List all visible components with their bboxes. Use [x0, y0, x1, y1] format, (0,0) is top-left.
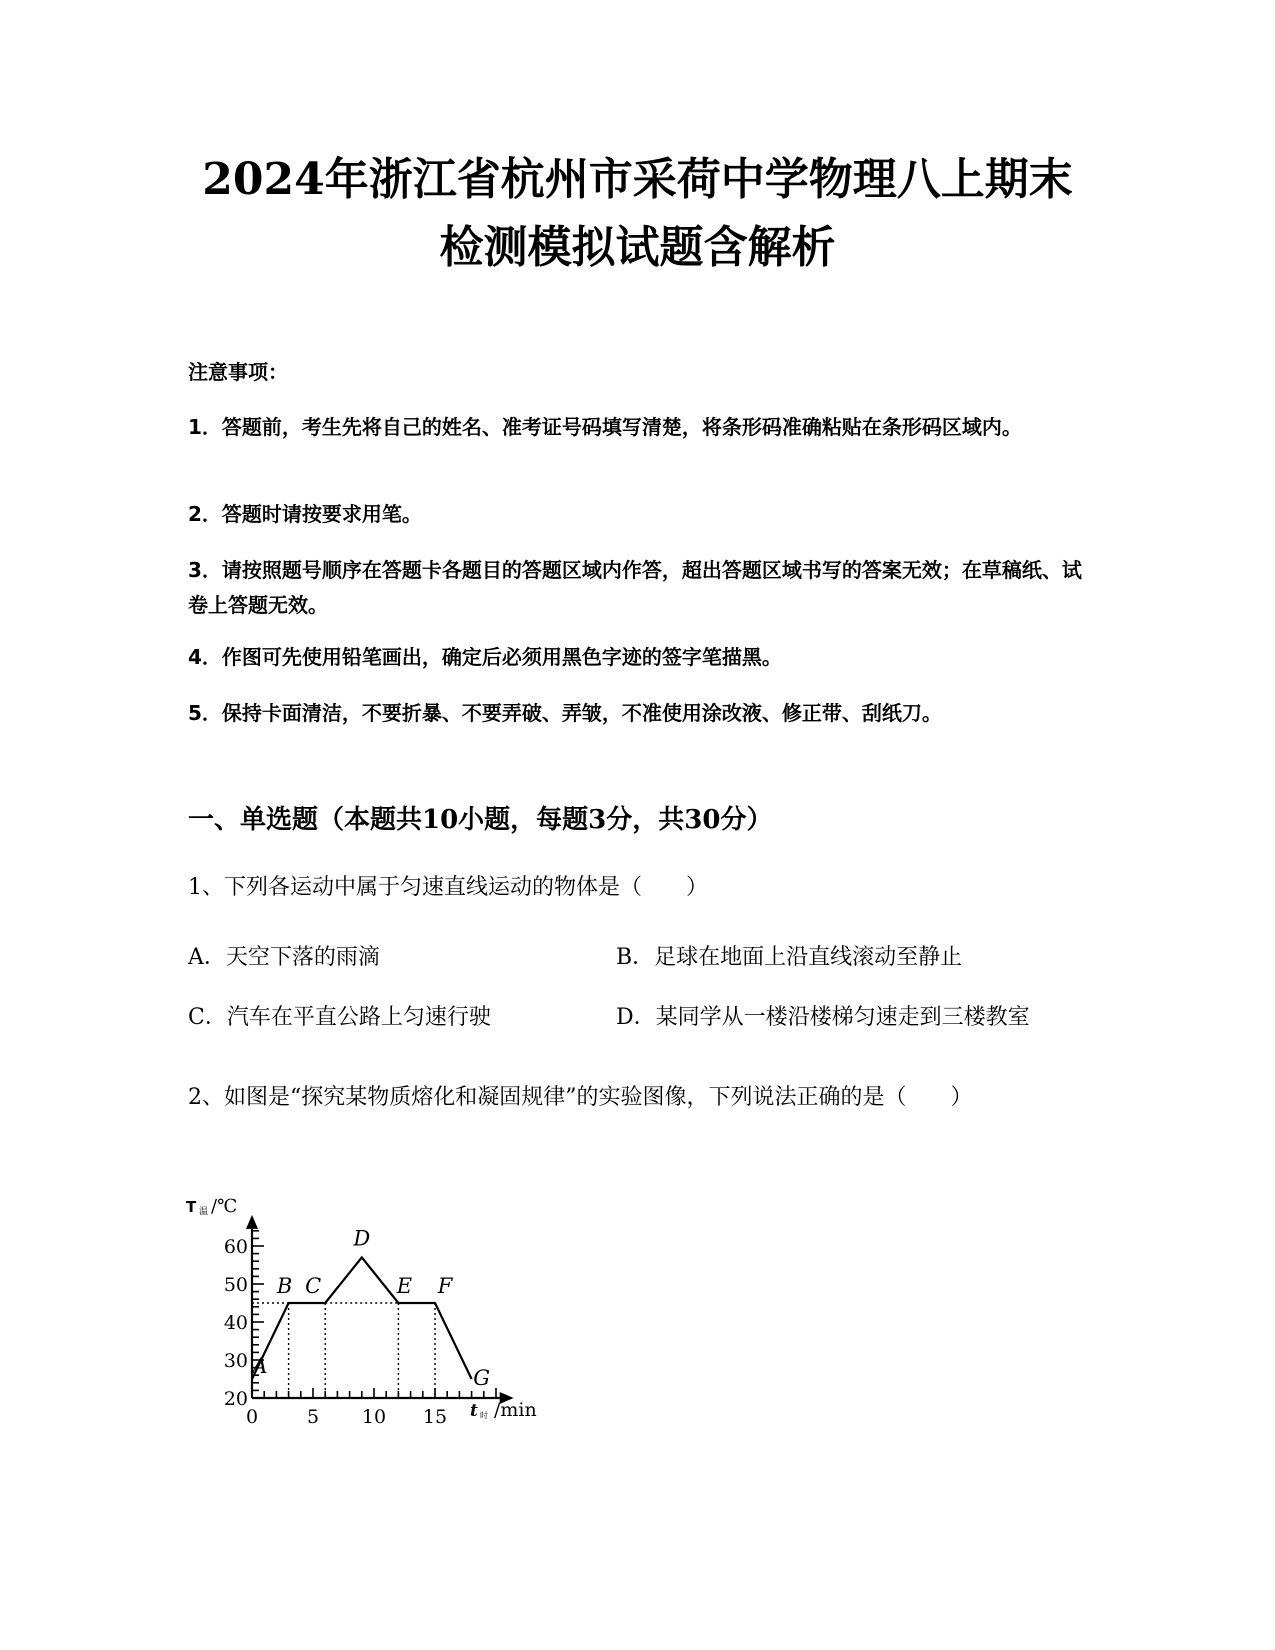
- y-axis-label: [186, 1196, 237, 1217]
- x-axis-label-unit: /min: [494, 1399, 537, 1421]
- notice-item-3: 3．请按照题号顺序在答题卡各题目的答题区域内作答，超出答题区域书写的答案无效；在草稿纸、试卷上答题无效。: [188, 558, 1082, 617]
- y-tick-label: 40: [223, 1312, 248, 1334]
- point-label-a: A: [252, 1354, 268, 1378]
- notice-item-5: 5．保持卡面清洁，不要折暴、不要弄破、弄皱，不准使用涂改液、修正带、刮纸刀。: [188, 701, 942, 725]
- question-1-option-b: B．足球在地面上沿直线滚动至静止: [616, 945, 963, 970]
- y-axis-arrow-icon: [246, 1215, 258, 1229]
- question-1-option-d: D．某同学从一楼沿楼梯匀速走到三楼教室: [616, 1005, 1030, 1030]
- point-label-f: F: [437, 1274, 453, 1298]
- notice-heading: 注意事项：: [188, 360, 288, 384]
- y-axis-label-unit: /℃: [211, 1196, 238, 1217]
- x-tick-label: 0: [245, 1406, 259, 1428]
- document-title-line-2: 检测模拟试题含解析: [439, 222, 836, 273]
- melting-curve-figure: [180, 1190, 590, 1430]
- notice-item-2: 2．答题时请按要求用笔。: [188, 502, 422, 526]
- point-label-g: G: [473, 1366, 490, 1390]
- y-axis-label-main: T: [186, 1198, 197, 1216]
- question-2-stem: 2、如图是“探究某物质熔化和凝固规律”的实验图像，下列说法正确的是（ ）: [188, 1085, 973, 1110]
- x-tick-label: 5: [306, 1406, 320, 1428]
- y-axis-label-sub: 温: [199, 1207, 209, 1217]
- x-axis-label-sub: 时: [480, 1411, 488, 1420]
- y-tick-label: 50: [223, 1274, 248, 1296]
- melting-curve-chart: [180, 1190, 590, 1430]
- point-label-e: E: [396, 1274, 413, 1298]
- x-axis-label-main: t: [470, 1401, 478, 1421]
- notice-item-4: 4．作图可先使用铅笔画出，确定后必须用黑色字迹的签字笔描黑。: [188, 645, 782, 669]
- section-heading-single-choice: 一、单选题（本题共10小题，每题3分，共30分）: [188, 805, 773, 835]
- point-label-d: D: [353, 1226, 371, 1251]
- point-label-b: B: [276, 1274, 293, 1298]
- question-1-option-c: C．汽车在平直公路上匀速行驶: [188, 1005, 491, 1030]
- question-1-stem: 1、下列各运动中属于匀速直线运动的物体是（ ）: [188, 875, 708, 900]
- x-tick-label: 15: [422, 1406, 448, 1428]
- x-tick-label: 10: [361, 1406, 387, 1428]
- notice-item-1: 1．答题前，考生先将自己的姓名、准考证号码填写清楚，将条形码准确粘贴在条形码区域内。: [188, 415, 1022, 439]
- document-title-line-1: 2024年浙江省杭州市采荷中学物理八上期末: [202, 154, 1073, 205]
- question-1-option-a: A．天空下落的雨滴: [188, 945, 380, 970]
- y-tick-label: 60: [223, 1236, 248, 1258]
- point-label-c: C: [305, 1274, 322, 1298]
- y-tick-label: 30: [223, 1350, 248, 1372]
- y-tick-label: 20: [223, 1388, 248, 1410]
